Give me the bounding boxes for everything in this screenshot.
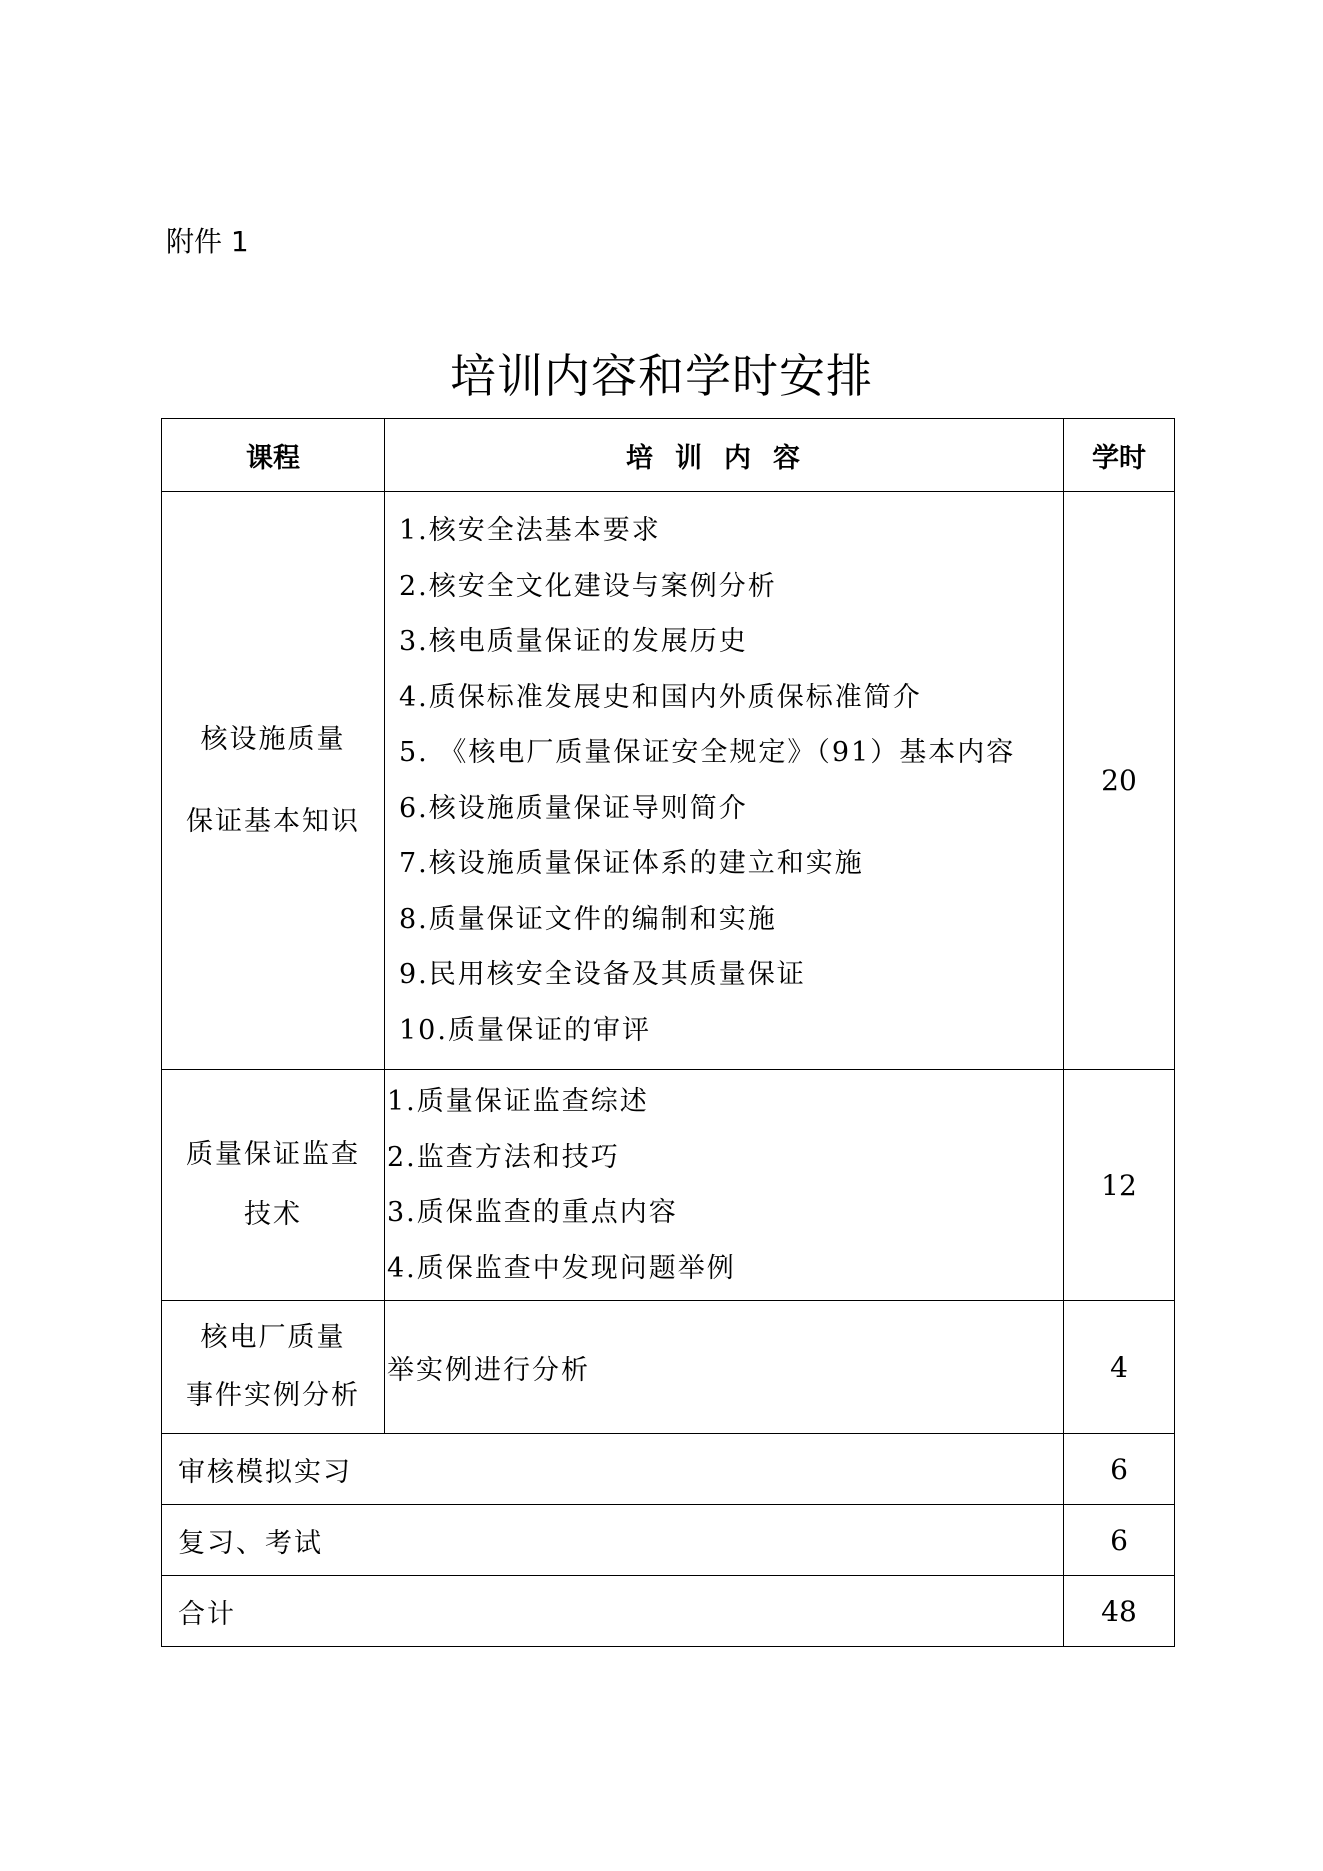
course-line: 核电厂质量: [200, 1322, 346, 1353]
table-row: [162, 1505, 1175, 1576]
course-line: 保证基本知识: [186, 805, 360, 837]
list-item: 7.核设施质量保证体系的建立和实施: [399, 848, 864, 879]
header-hours: 学时: [1064, 419, 1175, 492]
content-text: 举实例进行分析: [387, 1354, 590, 1386]
hours-value: 12: [1064, 1070, 1175, 1301]
list-item: 3.核电质量保证的发展历史: [399, 626, 748, 657]
course-line: 核设施质量: [200, 723, 346, 755]
list-item: 2.监查方法和技巧: [387, 1141, 620, 1173]
course-name: [162, 1301, 385, 1434]
list-item: 6.核设施质量保证导则简介: [399, 792, 748, 824]
attachment-label: 附件 1: [166, 225, 249, 258]
content-cell: [385, 1301, 1064, 1434]
list-item: 4.质保标准发展史和国内外质保标准简介: [399, 681, 922, 713]
course-line: 事件实例分析: [186, 1380, 360, 1411]
merged-label: 审核模拟实习: [162, 1434, 1064, 1505]
table-header-row: [162, 419, 1175, 492]
list-item: 1.质量保证监查综述: [387, 1086, 649, 1117]
hours-value: 4: [1064, 1301, 1175, 1434]
page-title: 培训内容和学时安排: [450, 349, 873, 403]
list-item: 4.质保监查中发现问题举例: [387, 1252, 736, 1284]
course-name: [162, 492, 385, 1070]
course-line: 技术: [244, 1199, 302, 1230]
total-hours-value: 48: [1064, 1576, 1175, 1647]
hours-value: 6: [1064, 1434, 1175, 1505]
total-label: 合计: [162, 1576, 1064, 1647]
list-item: 1.核安全法基本要求: [399, 515, 661, 546]
table-row-total: [162, 1576, 1175, 1647]
course-name: [162, 1070, 385, 1301]
table-row: [162, 1434, 1175, 1505]
list-item: 5. 《核电厂质量保证安全规定》（91）基本内容: [399, 737, 1016, 768]
list-item: 8.质量保证文件的编制和实施: [399, 903, 777, 935]
content-cell: [385, 1070, 1064, 1301]
course-line: 质量保证监查: [186, 1139, 360, 1170]
list-item: 2.核安全文化建设与案例分析: [399, 570, 777, 602]
list-item: 9.民用核安全设备及其质量保证: [399, 959, 806, 990]
table-row: [162, 1301, 1175, 1434]
header-course: 课程: [162, 419, 385, 492]
training-schedule-table: [161, 418, 1175, 1647]
list-item: 10.质量保证的审评: [399, 1014, 651, 1046]
table-row: [162, 492, 1175, 1070]
table-row: [162, 1070, 1175, 1301]
merged-label: 复习、考试: [162, 1505, 1064, 1576]
hours-value: 20: [1064, 492, 1175, 1070]
list-item: 3.质保监查的重点内容: [387, 1197, 678, 1228]
hours-value: 6: [1064, 1505, 1175, 1576]
header-content: 培训内容: [385, 419, 1064, 492]
content-cell: [385, 492, 1064, 1070]
